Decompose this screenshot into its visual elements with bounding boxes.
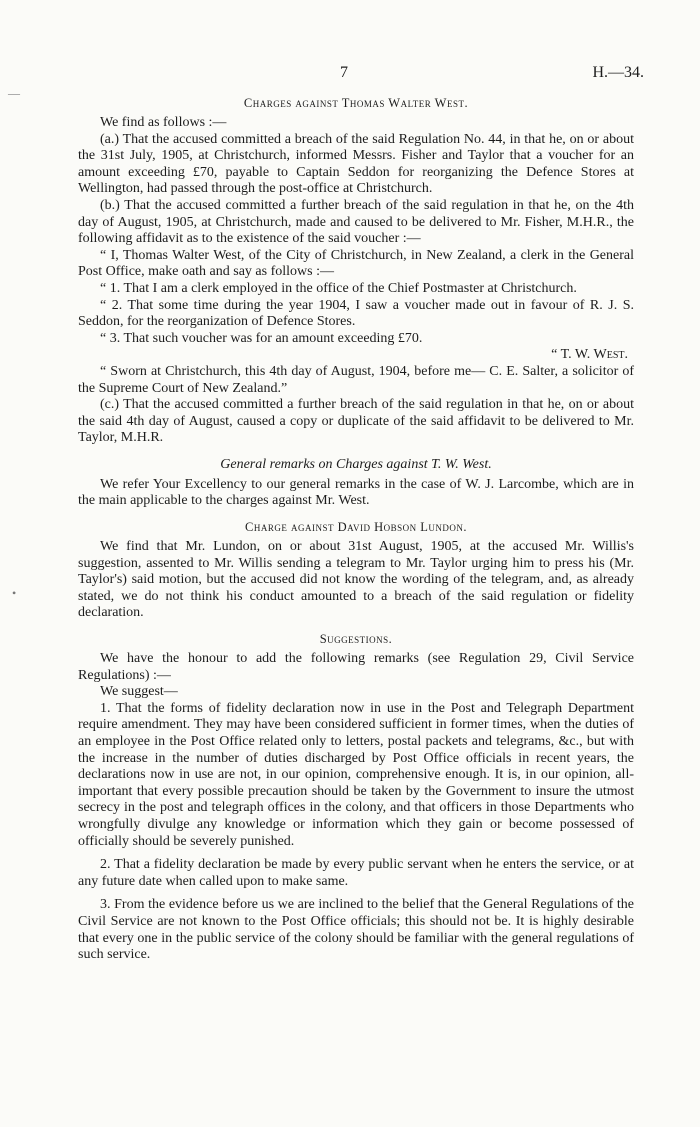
affidavit-text: “ 2. That some time during the year 1904, I saw a voucher made out in favour of R. J. S. Seddon, for the reorganization of Defence Stores. xyxy=(78,297,634,330)
paragraph: We suggest— xyxy=(100,684,178,700)
affidavit-text: “ 3. That such voucher was for an amount exceeding £70. xyxy=(100,330,423,346)
paragraph: (a.) That the accused committed a breach of the said Regulation No. 44, in that he, on or about the 31st July, 1905, at Christchurch, informed Messrs. Fisher and Taylor that a voucher for an amount exceeding £70, payable to Captain Seddon for reorganizing the Defence Stores at Wellington, had passed through the post-office at Christchurch. xyxy=(78,131,634,197)
affidavit-text: “ 1. That I am a clerk employed in the office of the Chief Postmaster at Christchurch. xyxy=(100,280,577,296)
paragraph: (b.) That the accused committed a further breach of the said regulation in that he, on the 4th day of August, 1905, at Christchurch, made and caused to be delivered to Mr. Fisher, M.H.R., the following affidavit as to the existence of the said voucher :— xyxy=(78,197,634,247)
section-heading-west: Charges against Thomas Walter West. xyxy=(243,96,469,110)
paragraph: We have the honour to add the following remarks (see Regulation 29, Civil Service Regulations) :— xyxy=(78,651,634,683)
section-heading-remarks: General remarks on Charges against T. W. West. xyxy=(220,456,492,472)
suggestion-item: 1. That the forms of fidelity declaration now in use in the Post and Telegraph Department require amendment. They may have been considered sufficient in former times, when the duties of an employee in the Post Office related only to letters, postal packets and telegrams, &c., but with the increase in the number of duties discharged by Post Office officials in recent years, the declarations now in use are not, in our opinion, comprehensive enough. It is, in our opinion, all-important that every possible precaution should be taken by the Government to insure the utmost secrecy in the post and telegraph offices in the colony, and that officers in those Departments who wrongfully divulge any knowledge or information which they gain or become possessed of officially should be severely punished. xyxy=(78,700,634,849)
margin-mark: — xyxy=(8,86,20,100)
section-heading-lundon: Charge against David Hobson Lundon. xyxy=(245,520,467,535)
affidavit-sworn: “ Sworn at Christchurch, this 4th day of August, 1904, before me— C. E. Salter, a solicitor of the Supreme Court of New Zealand.” xyxy=(78,363,634,396)
margin-dot: • xyxy=(12,586,17,600)
paragraph: We find as follows :— xyxy=(100,115,227,130)
suggestion-item: 3. From the evidence before us we are inclined to the belief that the General Regulations of the Civil Service are not known to the Post Office officials; this should not be. It is highly desirable that every one in the public service of the colony should be familiar with the general regulations of such service. xyxy=(78,897,634,963)
page-number: 7 xyxy=(340,64,348,81)
page-header xyxy=(78,64,644,86)
suggestion-item: 2. That a fidelity declaration be made by every public servant when he enters the service, or at any future date when called upon to make same. xyxy=(78,857,634,889)
paragraph: We refer Your Excellency to our general remarks in the case of W. J. Larcombe, which are in the main applicable to the charges against Mr. West. xyxy=(78,476,634,509)
document-page xyxy=(78,64,644,964)
section-heading-suggestions: Suggestions. xyxy=(319,632,393,647)
paragraph: We find that Mr. Lundon, on or about 31st August, 1905, at the accused Mr. Willis's suggestion, assented to Mr. Willis sending a telegram to Mr. Taylor urging him to press his (Mr. Taylor's) said motion, but the accused did not know the wording of the telegram, and, as already stated, we do not think his conduct amounted to a breach of the said regulation or fidelity declaration. xyxy=(78,539,634,621)
affidavit-text: “ I, Thomas Walter West, of the City of Christchurch, in New Zealand, a clerk in the General Post Office, make oath and say as follows :— xyxy=(78,247,634,280)
affidavit-signature: “ T. W. West. xyxy=(551,347,628,363)
document-reference: H.—34. xyxy=(592,64,644,81)
paragraph: (c.) That the accused committed a further breach of the said regulation in that he, on or about the said 4th day of August, caused a copy or duplicate of the said affidavit to be delivered to Mr. Taylor, M.H.R. xyxy=(78,397,634,446)
